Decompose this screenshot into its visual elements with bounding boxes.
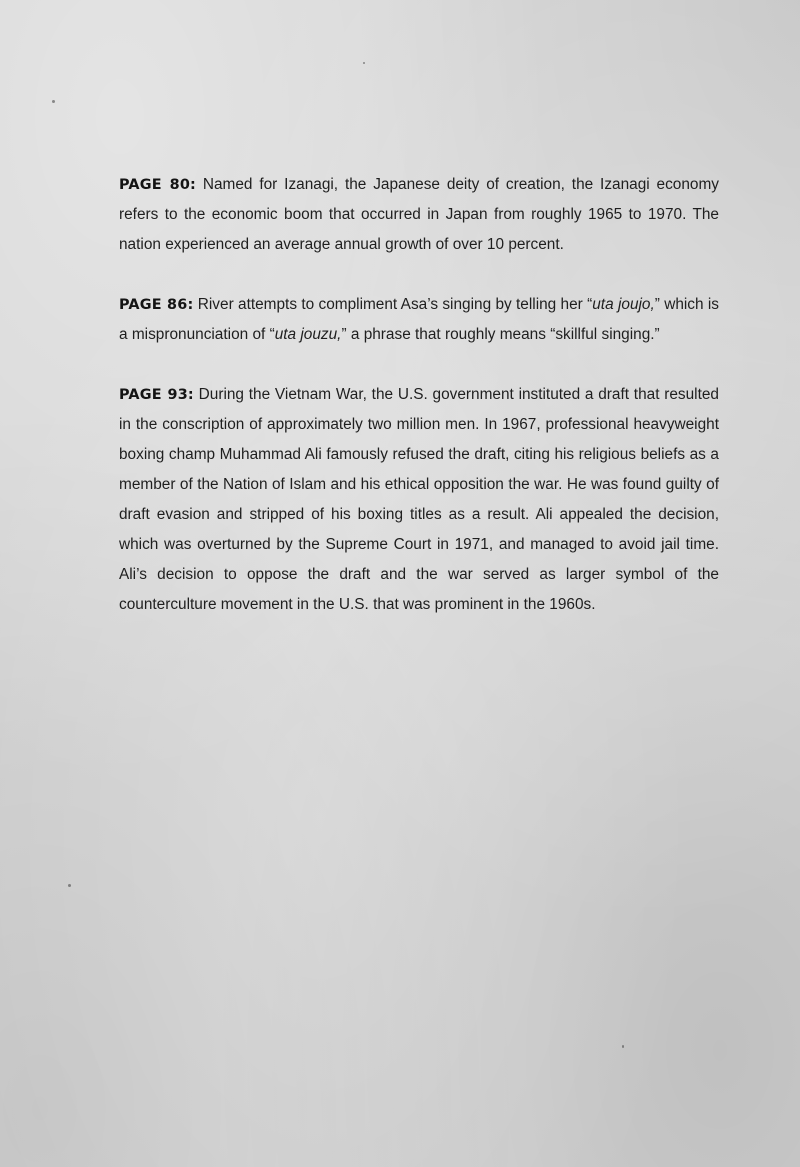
italic-phrase: uta jouzu, bbox=[274, 326, 342, 343]
italic-phrase: uta joujo, bbox=[592, 296, 655, 313]
paper-speck bbox=[68, 884, 71, 887]
text-run: ” a phrase that roughly means “skillful singing.” bbox=[341, 326, 660, 343]
page-note bbox=[119, 170, 719, 260]
page-note-label: PAGE 80: bbox=[119, 177, 196, 193]
page-note-label: PAGE 93: bbox=[119, 387, 194, 403]
page-note-text bbox=[119, 296, 719, 343]
page-note bbox=[119, 380, 719, 620]
page-note bbox=[119, 290, 719, 350]
paper-speck bbox=[52, 100, 55, 103]
text-run: During the Vietnam War, the U.S. government instituted a draft that resulted in the conscription of approximately two million men. In 1967, professional heavyweight boxing champ Muhammad Ali famously refused the draft, citing his religious beliefs as a member of the Nation of Islam and his ethical opposition the war. He was found guilty of draft evasion and stripped of his boxing titles as a result. Ali appealed the decision, which was overturned by the Supreme Court in 1971, and managed to avoid jail time. Ali’s decision to oppose the draft and the war served as larger symbol of the counterculture movement in the U.S. that was prominent in the 1960s. bbox=[119, 386, 719, 613]
page-note-label: PAGE 86: bbox=[119, 297, 194, 313]
notes-section bbox=[119, 170, 719, 650]
text-run: River attempts to compliment Asa’s singing by telling her “ bbox=[193, 296, 593, 313]
paper-speck bbox=[363, 62, 365, 64]
page-note-text bbox=[119, 386, 719, 613]
text-run: ” which is a mispronunciation of “ bbox=[119, 296, 719, 343]
text-run: Named for Izanagi, the Japanese deity of creation, the Izanagi economy refers to the economic boom that occurred in Japan from roughly 1965 to 1970. The nation experienced an average annual growth of over 10 percent. bbox=[119, 176, 719, 253]
page-note-text bbox=[119, 176, 719, 253]
paper-speck bbox=[622, 1045, 624, 1048]
